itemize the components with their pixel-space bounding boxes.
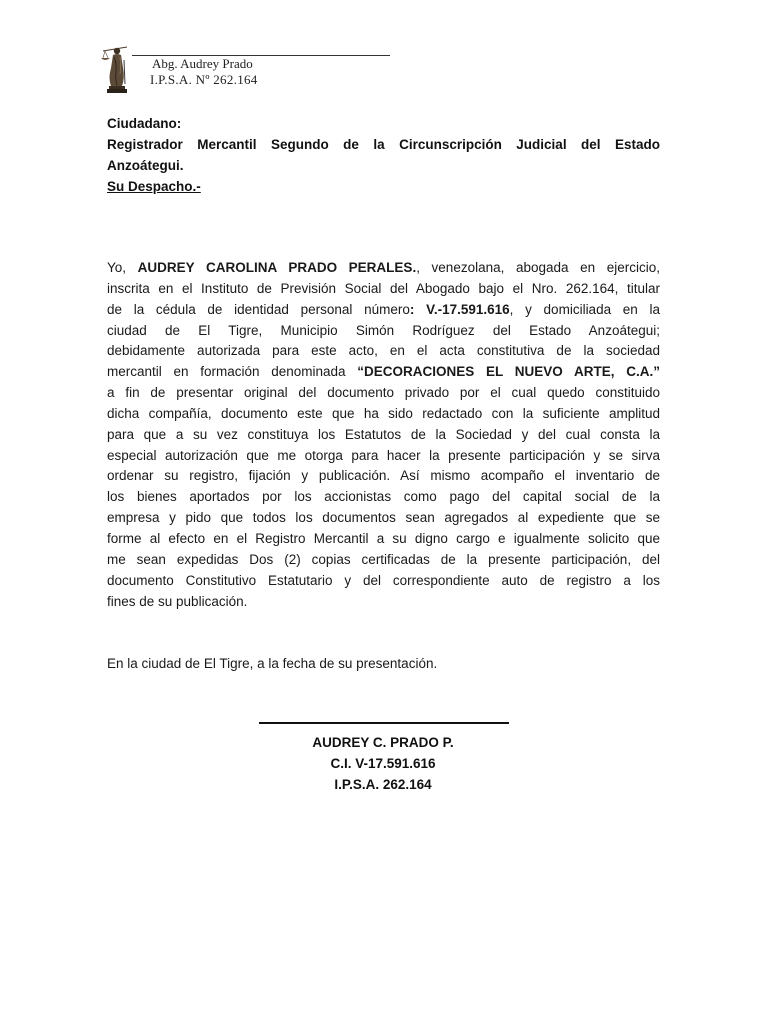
signature-ipsa: I.P.S.A. 262.164: [334, 777, 432, 792]
body-line: debidamente autorizada para este acto, en el acta constitutiva de la sociedad: [107, 343, 660, 359]
body-paragraph: [107, 258, 660, 612]
applicant-name: AUDREY CAROLINA PRADO PERALES.: [137, 260, 417, 275]
letterhead: [100, 40, 300, 100]
body-line: [107, 300, 660, 321]
body-line: [107, 258, 660, 279]
body-text: , y domiciliada en la: [509, 301, 661, 317]
body-line: [107, 362, 660, 383]
letterhead-registration: I.P.S.A. Nº 262.164: [150, 72, 258, 87]
body-line: los bienes aportados por los accionistas como pago del capital social de la: [107, 489, 660, 505]
body-line: inscrita en el Instituto de Previsión Social del Abogado bajo el Nro. 262.164, titular: [107, 280, 660, 296]
signature-line: [259, 722, 509, 724]
company-name: “DECORACIONES EL NUEVO ARTE, C.A.”: [357, 364, 660, 380]
body-line: documento Constitutivo Estatutario y del correspondiente auto de registro a los: [107, 572, 660, 588]
addressee-salutation: Ciudadano:: [107, 116, 182, 131]
addressee-block: [107, 113, 660, 197]
signature-name: AUDREY C. PRADO P.: [312, 735, 454, 750]
body-line: a fin de presentar original del documento privado por el cual quedo constituido: [107, 385, 660, 401]
body-text: , venezolana, abogada en ejercicio,: [416, 260, 660, 275]
applicant-id: : V.-17.591.616: [409, 301, 510, 317]
body-line: especial autorización que me otorga para hacer la presente participación y se sirva: [107, 447, 660, 463]
body-line: me sean expedidas Dos (2) copias certificadas de la presente participación, del: [107, 551, 660, 567]
letterhead-name: Abg. Audrey Prado: [152, 56, 253, 71]
addressee-office: Registrador Mercantil Segundo de la Circunscripción Judicial del Estado: [107, 137, 660, 152]
lady-justice-icon: [100, 42, 130, 94]
body-line: para que a su vez constituya los Estatutos de la Sociedad y del cual consta la: [107, 426, 660, 442]
body-line: dicha compañía, documento este que ha sido redactado con la suficiente amplitud: [107, 405, 660, 421]
body-line: fines de su publicación.: [107, 593, 248, 609]
body-text: Yo,: [107, 260, 138, 275]
body-line: ciudad de El Tigre, Municipio Simón Rodríguez del Estado Anzoátegui;: [107, 322, 660, 338]
body-line: ordenar su registro, fijación y publicación. Así mismo acompaño el inventario de: [107, 468, 660, 484]
body-text: mercantil en formación denominada: [107, 364, 358, 380]
body-line: empresa y pido que todos los documentos sean agregados al expediente que se: [107, 510, 660, 526]
addressee-state: Anzoátegui.: [107, 158, 184, 173]
closing-line: En la ciudad de El Tigre, a la fecha de su presentación.: [107, 656, 438, 671]
addressee-despacho: [107, 176, 660, 197]
signature-block: [0, 722, 768, 795]
body-line: forme al efecto en el Registro Mercantil a su digno cargo e igualmente solicito que: [107, 530, 660, 546]
body-text: de la cédula de identidad personal número: [107, 301, 410, 317]
signature-id: C.I. V-17.591.616: [330, 756, 436, 771]
despacho-text: Su Despacho.-: [107, 179, 201, 194]
